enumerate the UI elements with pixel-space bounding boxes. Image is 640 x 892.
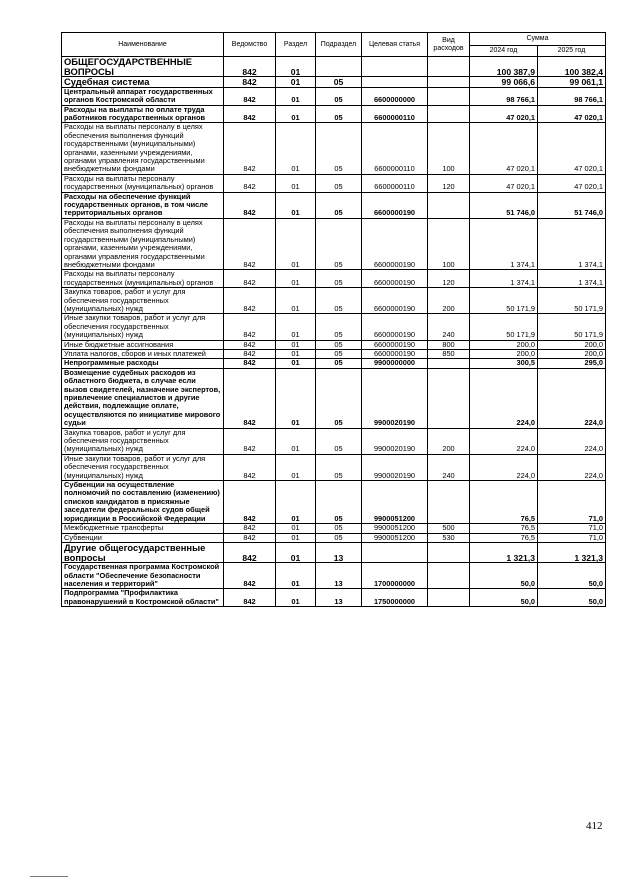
row-ministry: 842 bbox=[224, 428, 276, 454]
row-exp-type bbox=[428, 192, 470, 218]
row-exp-type: 530 bbox=[428, 533, 470, 542]
row-sum-2025: 71,0 bbox=[538, 533, 606, 542]
row-target bbox=[362, 57, 428, 77]
header-name: Наименование bbox=[62, 33, 224, 57]
row-ministry: 842 bbox=[224, 192, 276, 218]
row-subsection bbox=[316, 57, 362, 77]
row-exp-type bbox=[428, 359, 470, 368]
row-name: ОБЩЕГОСУДАРСТВЕННЫЕ ВОПРОСЫ bbox=[62, 57, 224, 77]
row-sum-2024: 300,5 bbox=[470, 359, 538, 368]
table-row bbox=[62, 192, 606, 218]
row-subsection: 05 bbox=[316, 218, 362, 269]
row-name: Уплата налогов, сборов и иных платежей bbox=[62, 349, 224, 358]
row-subsection: 05 bbox=[316, 368, 362, 428]
table-row bbox=[62, 481, 606, 524]
row-section: 01 bbox=[276, 524, 316, 533]
row-ministry: 842 bbox=[224, 454, 276, 480]
row-subsection: 05 bbox=[316, 87, 362, 105]
row-exp-type: 120 bbox=[428, 270, 470, 288]
row-target: 6600000190 bbox=[362, 270, 428, 288]
header-2024: 2024 год bbox=[470, 46, 538, 57]
row-sum-2025: 47 020,1 bbox=[538, 105, 606, 123]
row-section: 01 bbox=[276, 368, 316, 428]
row-ministry: 842 bbox=[224, 589, 276, 607]
row-sum-2025: 100 382,4 bbox=[538, 57, 606, 77]
row-sum-2025: 50,0 bbox=[538, 563, 606, 589]
row-section: 01 bbox=[276, 105, 316, 123]
row-section: 01 bbox=[276, 218, 316, 269]
row-subsection: 05 bbox=[316, 481, 362, 524]
row-section: 01 bbox=[276, 454, 316, 480]
row-exp-type: 120 bbox=[428, 174, 470, 192]
row-ministry: 842 bbox=[224, 359, 276, 368]
row-ministry: 842 bbox=[224, 174, 276, 192]
row-ministry: 842 bbox=[224, 77, 276, 88]
row-sum-2024: 224,0 bbox=[470, 428, 538, 454]
row-section: 01 bbox=[276, 270, 316, 288]
row-exp-type bbox=[428, 77, 470, 88]
table-row bbox=[62, 218, 606, 269]
row-target bbox=[362, 77, 428, 88]
row-exp-type: 500 bbox=[428, 524, 470, 533]
table-row bbox=[62, 288, 606, 314]
row-section: 01 bbox=[276, 174, 316, 192]
table-row bbox=[62, 454, 606, 480]
row-subsection: 05 bbox=[316, 174, 362, 192]
row-subsection: 05 bbox=[316, 192, 362, 218]
row-target: 6600000110 bbox=[362, 105, 428, 123]
table-row bbox=[62, 314, 606, 340]
row-name: Иные закупки товаров, работ и услуг для обеспечения государственных (муниципальных) нужд bbox=[62, 454, 224, 480]
row-sum-2025: 47 020,1 bbox=[538, 123, 606, 174]
row-ministry: 842 bbox=[224, 288, 276, 314]
row-exp-type bbox=[428, 542, 470, 562]
row-exp-type bbox=[428, 589, 470, 607]
row-exp-type: 240 bbox=[428, 314, 470, 340]
row-sum-2024: 1 374,1 bbox=[470, 218, 538, 269]
row-sum-2025: 51 746,0 bbox=[538, 192, 606, 218]
row-sum-2024: 50 171,9 bbox=[470, 288, 538, 314]
table-row bbox=[62, 174, 606, 192]
row-ministry: 842 bbox=[224, 105, 276, 123]
row-subsection: 05 bbox=[316, 340, 362, 349]
row-target: 6600000190 bbox=[362, 192, 428, 218]
row-sum-2025: 50,0 bbox=[538, 589, 606, 607]
table-row bbox=[62, 123, 606, 174]
row-target: 9900000000 bbox=[362, 359, 428, 368]
table-row bbox=[62, 77, 606, 88]
row-ministry: 842 bbox=[224, 270, 276, 288]
row-sum-2025: 200,0 bbox=[538, 340, 606, 349]
row-subsection: 05 bbox=[316, 77, 362, 88]
table-row bbox=[62, 270, 606, 288]
row-sum-2024: 76,5 bbox=[470, 533, 538, 542]
table-row bbox=[62, 87, 606, 105]
row-ministry: 842 bbox=[224, 368, 276, 428]
header-sum: Сумма bbox=[470, 33, 606, 46]
row-sum-2025: 99 061,1 bbox=[538, 77, 606, 88]
row-target: 6600000190 bbox=[362, 349, 428, 358]
row-target: 6600000110 bbox=[362, 123, 428, 174]
row-exp-type bbox=[428, 368, 470, 428]
row-exp-type bbox=[428, 57, 470, 77]
table-row bbox=[62, 542, 606, 562]
row-name: Межбюджетные трансферты bbox=[62, 524, 224, 533]
row-section: 01 bbox=[276, 542, 316, 562]
row-name: Возмещение судебных расходов из областного бюджета, в случае если вызов свидетелей, назначение экспертов, привлечение специалистов и другие действия, подлежащие оплате, осуществляются по инициативе мирового судьи bbox=[62, 368, 224, 428]
page-number: 412 bbox=[586, 820, 603, 832]
row-ministry: 842 bbox=[224, 314, 276, 340]
row-exp-type bbox=[428, 87, 470, 105]
row-sum-2025: 50 171,9 bbox=[538, 314, 606, 340]
row-section: 01 bbox=[276, 314, 316, 340]
table-row bbox=[62, 589, 606, 607]
row-target: 9900051200 bbox=[362, 533, 428, 542]
table-row bbox=[62, 533, 606, 542]
row-section: 01 bbox=[276, 349, 316, 358]
row-sum-2025: 47 020,1 bbox=[538, 174, 606, 192]
row-target: 6600000000 bbox=[362, 87, 428, 105]
row-sum-2024: 200,0 bbox=[470, 349, 538, 358]
row-ministry: 842 bbox=[224, 123, 276, 174]
row-section: 01 bbox=[276, 340, 316, 349]
row-name: Иные закупки товаров, работ и услуг для обеспечения государственных (муниципальных) нужд bbox=[62, 314, 224, 340]
row-sum-2024: 50 171,9 bbox=[470, 314, 538, 340]
table-header bbox=[62, 33, 606, 57]
row-name: Расходы на обеспечение функций государственных органов, в том числе территориальных органов bbox=[62, 192, 224, 218]
row-exp-type bbox=[428, 105, 470, 123]
row-subsection: 13 bbox=[316, 563, 362, 589]
row-subsection: 05 bbox=[316, 105, 362, 123]
row-exp-type: 100 bbox=[428, 123, 470, 174]
row-sum-2024: 1 374,1 bbox=[470, 270, 538, 288]
row-subsection: 05 bbox=[316, 314, 362, 340]
row-sum-2025: 1 374,1 bbox=[538, 218, 606, 269]
row-ministry: 842 bbox=[224, 87, 276, 105]
row-section: 01 bbox=[276, 77, 316, 88]
row-subsection: 05 bbox=[316, 428, 362, 454]
row-sum-2024: 1 321,3 bbox=[470, 542, 538, 562]
row-sum-2024: 50,0 bbox=[470, 563, 538, 589]
row-name: Субвенции на осуществление полномочий по составлению (изменению) списков кандидатов в присяжные заседатели федеральных судов общей юрисдикции в Российской Федерации bbox=[62, 481, 224, 524]
header-ministry: Ведомство bbox=[224, 33, 276, 57]
row-exp-type: 200 bbox=[428, 288, 470, 314]
row-sum-2025: 224,0 bbox=[538, 368, 606, 428]
header-2025: 2025 год bbox=[538, 46, 606, 57]
row-ministry: 842 bbox=[224, 481, 276, 524]
row-ministry: 842 bbox=[224, 57, 276, 77]
row-name: Государственная программа Костромской области "Обеспечение безопасности населения и территорий" bbox=[62, 563, 224, 589]
row-sum-2025: 224,0 bbox=[538, 428, 606, 454]
row-target: 6600000190 bbox=[362, 288, 428, 314]
row-sum-2025: 71,0 bbox=[538, 481, 606, 524]
row-sum-2024: 50,0 bbox=[470, 589, 538, 607]
row-sum-2024: 224,0 bbox=[470, 454, 538, 480]
row-section: 01 bbox=[276, 123, 316, 174]
table-row bbox=[62, 368, 606, 428]
row-section: 01 bbox=[276, 533, 316, 542]
row-section: 01 bbox=[276, 192, 316, 218]
header-target: Целевая статья bbox=[362, 33, 428, 57]
row-subsection: 05 bbox=[316, 288, 362, 314]
row-exp-type bbox=[428, 481, 470, 524]
row-name: Закупка товаров, работ и услуг для обеспечения государственных (муниципальных) нужд bbox=[62, 428, 224, 454]
row-ministry: 842 bbox=[224, 349, 276, 358]
row-name: Иные бюджетные ассигнования bbox=[62, 340, 224, 349]
row-sum-2025: 1 374,1 bbox=[538, 270, 606, 288]
row-target: 6600000190 bbox=[362, 218, 428, 269]
row-name: Субвенции bbox=[62, 533, 224, 542]
row-subsection: 05 bbox=[316, 349, 362, 358]
row-section: 01 bbox=[276, 428, 316, 454]
row-subsection: 05 bbox=[316, 533, 362, 542]
row-sum-2024: 224,0 bbox=[470, 368, 538, 428]
row-sum-2025: 98 766,1 bbox=[538, 87, 606, 105]
row-subsection: 05 bbox=[316, 524, 362, 533]
row-name: Закупка товаров, работ и услуг для обеспечения государственных (муниципальных) нужд bbox=[62, 288, 224, 314]
row-subsection: 05 bbox=[316, 270, 362, 288]
row-sum-2024: 76,5 bbox=[470, 524, 538, 533]
row-exp-type bbox=[428, 563, 470, 589]
row-sum-2024: 99 066,6 bbox=[470, 77, 538, 88]
row-exp-type: 850 bbox=[428, 349, 470, 358]
row-name: Расходы на выплаты персоналу государственных (муниципальных) органов bbox=[62, 174, 224, 192]
header-subsection: Подраздел bbox=[316, 33, 362, 57]
row-target bbox=[362, 542, 428, 562]
table-row bbox=[62, 563, 606, 589]
row-subsection: 05 bbox=[316, 359, 362, 368]
row-sum-2025: 50 171,9 bbox=[538, 288, 606, 314]
row-target: 9900020190 bbox=[362, 454, 428, 480]
row-target: 9900020190 bbox=[362, 428, 428, 454]
row-sum-2024: 47 020,1 bbox=[470, 105, 538, 123]
row-section: 01 bbox=[276, 87, 316, 105]
row-name: Центральный аппарат государственных органов Костромской области bbox=[62, 87, 224, 105]
row-ministry: 842 bbox=[224, 524, 276, 533]
budget-table bbox=[61, 32, 606, 607]
row-sum-2024: 47 020,1 bbox=[470, 123, 538, 174]
row-name: Другие общегосударственные вопросы bbox=[62, 542, 224, 562]
row-target: 6600000190 bbox=[362, 340, 428, 349]
row-exp-type: 800 bbox=[428, 340, 470, 349]
row-section: 01 bbox=[276, 589, 316, 607]
table-row bbox=[62, 359, 606, 368]
row-subsection: 13 bbox=[316, 542, 362, 562]
header-exp-type: Вид расходов bbox=[428, 33, 470, 57]
row-name: Подпрограмма "Профилактика правонарушений в Костромской области" bbox=[62, 589, 224, 607]
row-sum-2025: 1 321,3 bbox=[538, 542, 606, 562]
row-sum-2025: 295,0 bbox=[538, 359, 606, 368]
row-target: 6600000110 bbox=[362, 174, 428, 192]
row-sum-2024: 200,0 bbox=[470, 340, 538, 349]
row-target: 6600000190 bbox=[362, 314, 428, 340]
row-ministry: 842 bbox=[224, 542, 276, 562]
row-section: 01 bbox=[276, 481, 316, 524]
row-name: Расходы на выплаты персоналу в целях обеспечения выполнения функций государственными (муниципальными) органами, казенными учреждениями, органами управления государственными внебюджетными фондами bbox=[62, 123, 224, 174]
row-name: Расходы на выплаты персоналу государственных (муниципальных) органов bbox=[62, 270, 224, 288]
row-section: 01 bbox=[276, 288, 316, 314]
row-subsection: 05 bbox=[316, 454, 362, 480]
row-name: Расходы на выплаты по оплате труда работников государственных органов bbox=[62, 105, 224, 123]
row-section: 01 bbox=[276, 359, 316, 368]
row-sum-2025: 200,0 bbox=[538, 349, 606, 358]
row-name: Непрограммные расходы bbox=[62, 359, 224, 368]
table-row bbox=[62, 428, 606, 454]
row-sum-2024: 51 746,0 bbox=[470, 192, 538, 218]
row-sum-2025: 71,0 bbox=[538, 524, 606, 533]
row-name: Расходы на выплаты персоналу в целях обеспечения выполнения функций государственными (муниципальными) органами, казенными учреждениями, органами управления государственными внебюджетными фондами bbox=[62, 218, 224, 269]
table-body bbox=[62, 57, 606, 607]
row-target: 9900051200 bbox=[362, 481, 428, 524]
table-row bbox=[62, 524, 606, 533]
row-ministry: 842 bbox=[224, 218, 276, 269]
row-exp-type: 240 bbox=[428, 454, 470, 480]
row-subsection: 13 bbox=[316, 589, 362, 607]
row-section: 01 bbox=[276, 563, 316, 589]
row-ministry: 842 bbox=[224, 533, 276, 542]
row-exp-type: 100 bbox=[428, 218, 470, 269]
row-section: 01 bbox=[276, 57, 316, 77]
table-row bbox=[62, 105, 606, 123]
row-exp-type: 200 bbox=[428, 428, 470, 454]
row-target: 1750000000 bbox=[362, 589, 428, 607]
row-sum-2024: 98 766,1 bbox=[470, 87, 538, 105]
row-sum-2024: 47 020,1 bbox=[470, 174, 538, 192]
row-ministry: 842 bbox=[224, 340, 276, 349]
table-row bbox=[62, 57, 606, 77]
row-target: 1700000000 bbox=[362, 563, 428, 589]
footer-rule bbox=[30, 876, 68, 877]
row-ministry: 842 bbox=[224, 563, 276, 589]
row-name: Судебная система bbox=[62, 77, 224, 88]
header-section: Раздел bbox=[276, 33, 316, 57]
row-target: 9900051200 bbox=[362, 524, 428, 533]
row-target: 9900020190 bbox=[362, 368, 428, 428]
row-sum-2025: 224,0 bbox=[538, 454, 606, 480]
row-sum-2024: 76,5 bbox=[470, 481, 538, 524]
row-subsection: 05 bbox=[316, 123, 362, 174]
row-sum-2024: 100 387,9 bbox=[470, 57, 538, 77]
